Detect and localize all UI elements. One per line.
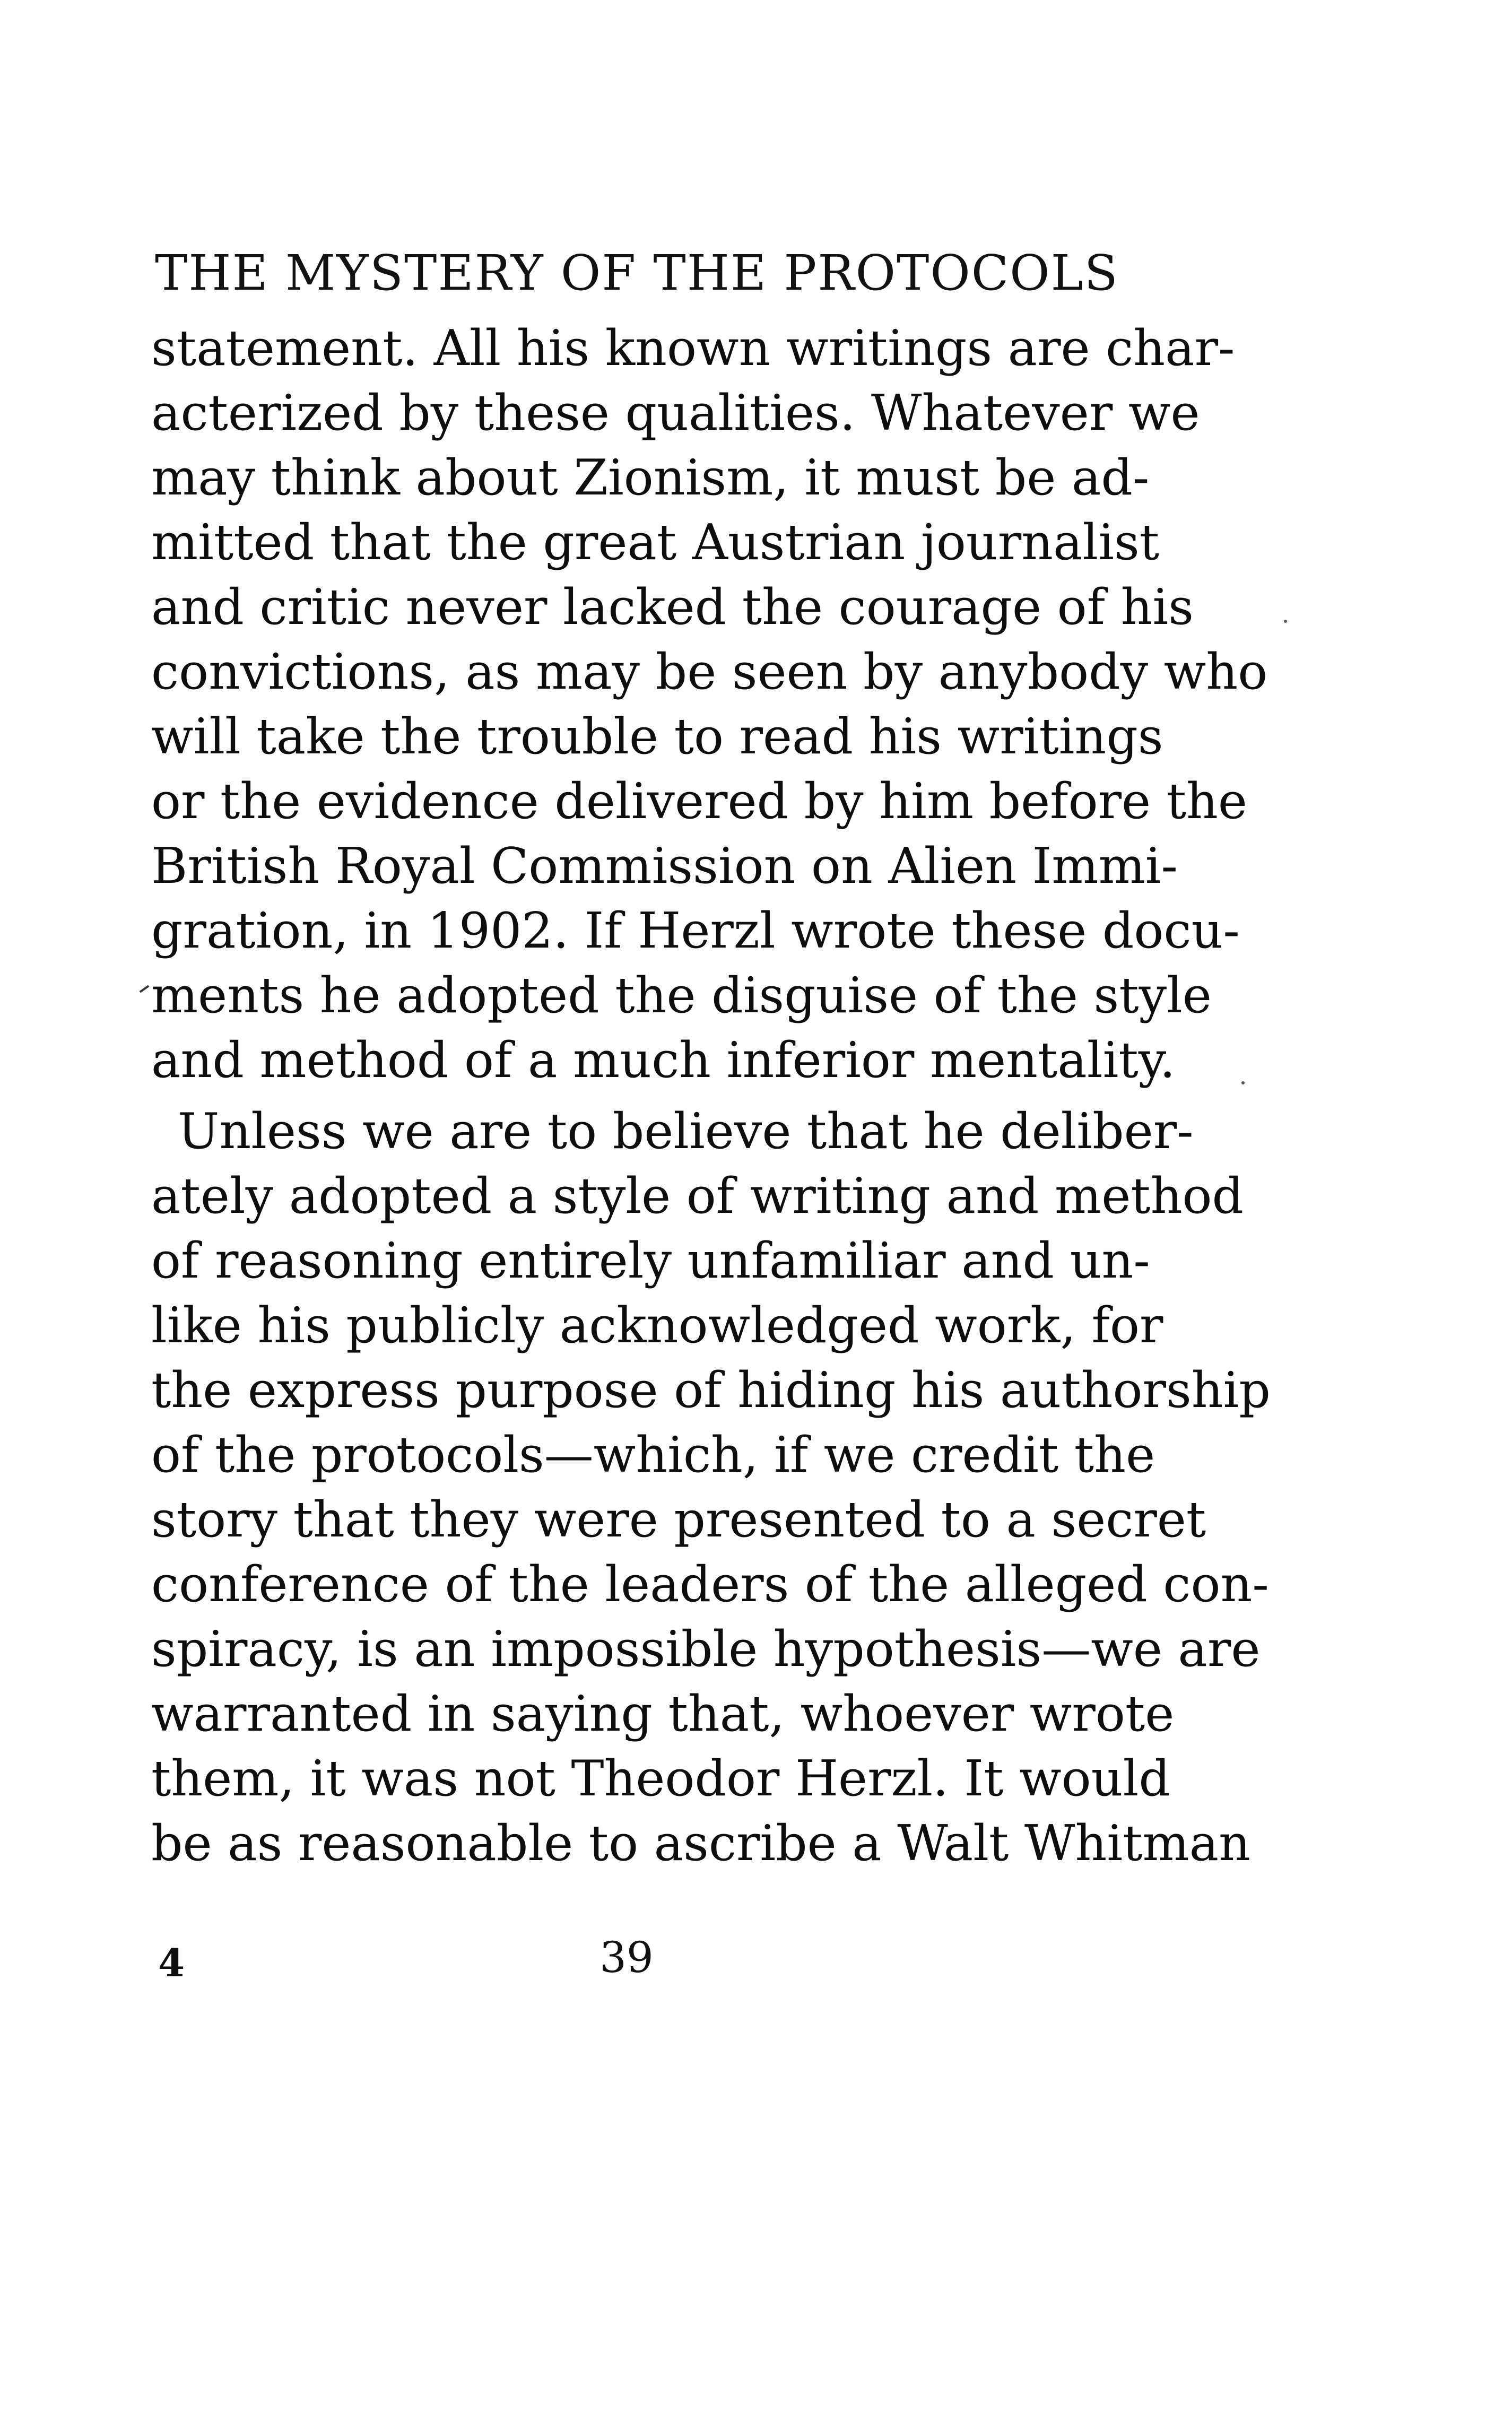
print-speck: [1241, 1081, 1245, 1084]
text-line: gration, in 1902. If Herzl wrote these docu-: [151, 902, 1240, 959]
text-line: convictions, as may be seen by anybody who: [151, 643, 1268, 700]
running-head: THE MYSTERY OF THE PROTOCOLS: [155, 245, 1119, 301]
text-line: and method of a much inferior mentality.: [151, 1031, 1176, 1089]
text-line: be as reasonable to ascribe a Walt Whitman: [151, 1814, 1251, 1872]
text-line: Unless we are to believe that he deliber-: [178, 1102, 1194, 1160]
text-line: or the evidence delivered by him before the: [151, 772, 1247, 830]
text-line: mitted that the great Austrian journalist: [151, 514, 1160, 571]
text-line: conference of the leaders of the alleged con-: [151, 1556, 1269, 1613]
text-line: spiracy, is an impossible hypothesis—we are: [151, 1620, 1261, 1678]
text-line: warranted in saying that, whoever wrote: [151, 1685, 1175, 1742]
text-line: ately adopted a style of writing and method: [151, 1167, 1244, 1225]
text-line: ments he adopted the disguise of the style: [151, 967, 1212, 1024]
page-number: 39: [599, 1933, 654, 1982]
paragraph-2: [151, 1099, 1271, 1875]
text-line: the express purpose of hiding his authorship: [151, 1361, 1271, 1419]
print-speck: [1284, 620, 1287, 623]
text-line: may think about Zionism, it must be ad-: [151, 449, 1150, 506]
text-line: and critic never lacked the courage of his: [151, 578, 1194, 636]
text-line: them, it was not Theodor Herzl. It would: [151, 1750, 1170, 1807]
signature-mark: 4: [158, 1940, 185, 1985]
text-line: like his publicly acknowledged work, for: [151, 1297, 1163, 1354]
text-line: story that they were presented to a secret: [151, 1491, 1206, 1548]
text-line: of the protocols—which, if we credit the: [151, 1426, 1155, 1483]
paragraph-1: [151, 316, 1268, 1092]
body-text: [151, 316, 1271, 1875]
paragraph-gap: [151, 1092, 1146, 1099]
text-line: of reasoning entirely unfamiliar and un-: [151, 1232, 1150, 1289]
text-line: British Royal Commission on Alien Immi-: [151, 837, 1178, 895]
text-line: will take the trouble to read his writings: [151, 708, 1163, 765]
text-line: statement. All his known writings are char-: [151, 319, 1235, 377]
margin-tick-mark: [140, 985, 150, 993]
text-line: acterized by these qualities. Whatever we: [151, 384, 1200, 441]
